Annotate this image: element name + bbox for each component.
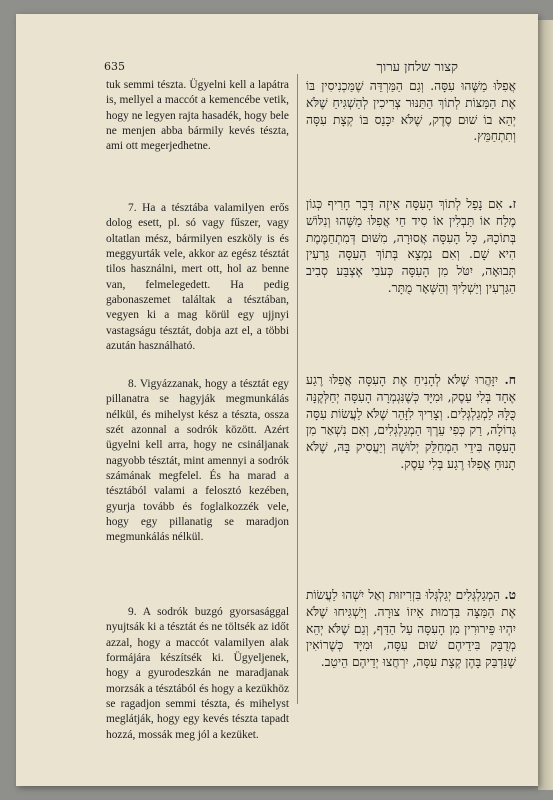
- hebrew-section-8: [306, 372, 516, 587]
- paragraph-8: 8. Vigyázzanak, hogy a tésztát egy pillanatra se hagyják megmunkálás nélkül, és mihelyst kész a tészta, ossza szét azonnal a sodrók között. Azért ügyelni kell arra, hogy ne csináljanak nagyobb tésztát, mint amennyi a sodrók számának megfelel. És ha marad a tésztából valami a felosztó kezében, gyurja tovább és foglalkozzék vele, hogy egy pillanatig se maradjon megmunkálás nélkül.: [106, 378, 289, 544]
- book-page: [16, 14, 538, 786]
- hebrew-section-9: [306, 587, 516, 671]
- running-title: קצור שלחן ערוך: [376, 60, 458, 75]
- paragraph-9: 9. A sodrók buzgó gyorsasággal nyujtsák ki a tésztát és ne töltsék az időt azzal, hogy a maccót valamilyen alak formájára készítsék ki. Ügyeljenek, hogy a gyurodeszkán ne maradjanak morzsák a tésztából és hogy a kezükhöz se ragadjon semmi tészta, és mihelyst meglátják, hogy egy kevés tészta tapadt hozzá, mossák meg jól a kezüket.: [106, 606, 289, 741]
- section-9-mark: ט.: [504, 588, 516, 602]
- paragraph-7: 7. Ha a tésztába valamilyen erős dolog esett, pl. só vagy fűszer, vagy oltatlan mész, bármilyen eszköly is és meggyurták vele, akkor az egész tésztát tilos használni, mert ott, hol az benne van, felmelegedett. Ha pedig gabonaszemet találtak a tésztában, vegyen ki a mag körül egy ujjnyi vastagságu tésztát, dobja azt el, a többi azután használható.: [106, 202, 289, 353]
- page-number: 635: [104, 60, 125, 73]
- column-divider: [297, 74, 298, 704]
- hebrew-continuation: אֲפִלּוּ מַשֶּׁהוּ עִסָּה. וְגַם הַמַּרְדֵּה שֶׁמַּכְנִיסִין בּוֹ אֶת הַמַּצּוֹת לְתוֹךְ הַתַּנּוּר צְרִיכִין לְהַשְׁגִּיחַ שֶׁלֹּא יְהֵא בוֹ שׁוּם סֶדֶק, שֶׁלֹּא יִכָּנֵס בּוֹ קְצָת עִסָּה וְתִתְחַמֵּץ.: [306, 79, 516, 144]
- hebrew-column: [306, 78, 516, 671]
- section-9-text: הַמְגַלְגְּלִים יְגַלְגְּלוּ בִּזְרִיזוּת וְאַל יִשְׁהוּ לַעֲשׂוֹת אֶת הַמַּצָּה בִּדְמוּת אֵיזוֹ צוּרָה. וְיַשְׁגִּיחוּ שֶׁלֹּא יִהְיוּ פֵּירוּרִין מִן הָעִסָּה עַל הַדַּף, וְגַם שֶׁלֹּא יְהֵא מְדֻבָּק בִּידֵיהֶם שׁוּם עִסָּה, וּמִיָּד כְּשֶׁרוֹאִין שֶׁנִּדְבַּק בָּהֶן קְצָת עִסָּה, יִרְחֲצוּ יְדֵיהֶם הֵיטֵב.: [306, 588, 516, 670]
- section-7-text: אִם נָפַל לְתוֹךְ הָעִסָּה אֵיזֶה דָּבָר חָרִיף כְּגוֹן מֶלַח אוֹ תַּבְלִין אוֹ סִיד חַי אֲפִלּוּ מַשֶּׁהוּ וְנִלּוֹשׁ בְּתוֹכָהּ, כָּל הָעִסָּה אֲסוּרָה, מִשּׁוּם דְּמִתְחַמֶּמֶת הִיא שָׁם. וְאִם נִמְצָא בְּתוֹךְ הָעִסָּה גַּרְעִין תְּבוּאָה, יִטֹּל מִן הָעִסָּה כְּעֹבִי אֶצְבַּע סְבִיב הַגַּרְעִין וְיַשְׁלִיךְ וְהַשְּׁאָר מֻתָּר.: [306, 197, 516, 295]
- page-edge: [538, 20, 553, 790]
- continuation-paragraph: tuk semmi tészta. Ügyelni kell a lapátra is, mellyel a maccót a kemencébe vetik, hogy ne legyen rajta hasadék, hogy bele ne menjen abba bármily kevés tészta, ami ott megerjedhetne.: [106, 79, 289, 153]
- hebrew-section-7: [306, 196, 516, 372]
- hungarian-column: [106, 78, 289, 743]
- section-8-text: יִזָּהֲרוּ שֶׁלֹּא לְהָנִיחַ אֶת הָעִסָּה אֲפִלּוּ רֶגַע אֶחָד בְּלִי עֵסֶק, וּמִיָּד כְּשֶׁנִּגְמְרָה הָעִסָּה יְחַלְּקֶנָּה כֻּלָּהּ לַמְגַלְגְּלִים. וְצָרִיךְ לִזָּהֵר שֶׁלֹּא לַעֲשׂוֹת עִסָּה גְּדוֹלָה, רַק כְּפִי עֵרֶךְ הַמְגַלְגְּלִים, וְאִם נִשְׁאַר מִן הָעִסָּה בִּידֵי הַמְחַלֵּק יְלוּשֶׁהּ וְיַעֲסִיק בָּהּ, שֶׁלֹּא תָנוּחַ אֲפִלּוּ רֶגַע בְּלִי עֵסֶק.: [306, 373, 516, 471]
- section-8-mark: ח.: [504, 373, 517, 387]
- section-7-mark: ז.: [508, 197, 516, 211]
- running-header: [16, 60, 538, 80]
